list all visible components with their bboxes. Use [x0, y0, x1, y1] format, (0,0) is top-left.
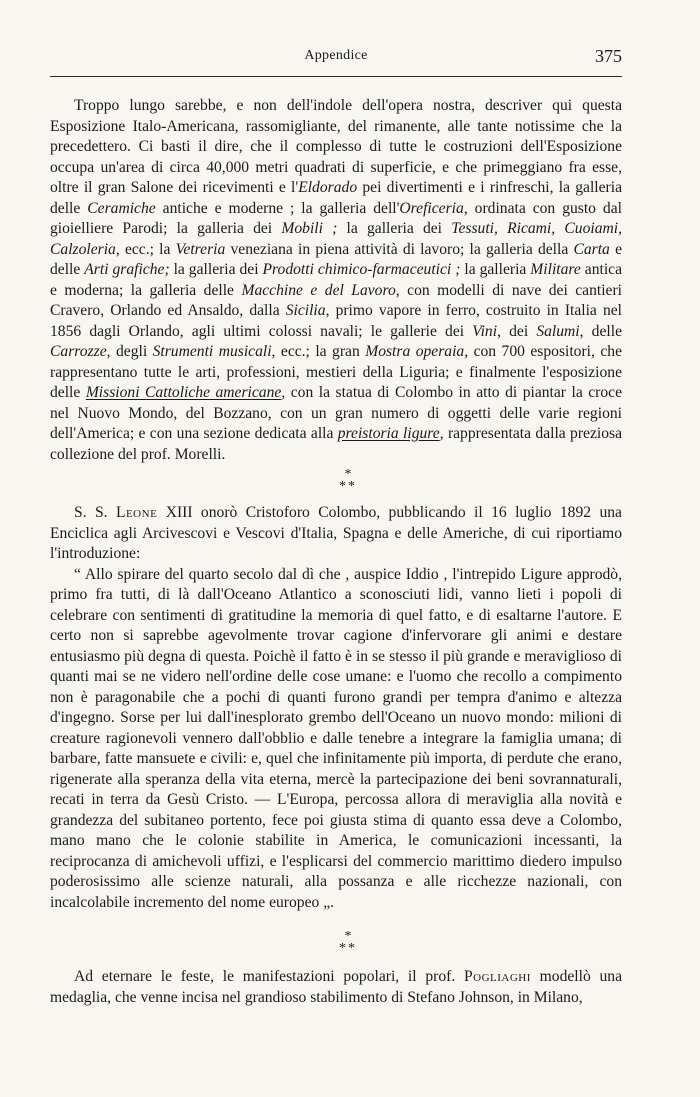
- text-run: “ Allo spirare del quarto secolo dal dì che , auspice Iddio , l'intrepido Ligure approdò, primo fra tutti, di là dall'Oceano Atlantico a sconosciuti lidi, vanno lieti i popoli di celebrare con sentimenti di gratitudine la memoria di quel fatto, e di esaltarne l'autore. E certo non si saprebbe agevolmente trovar cagione d'infervorare gli animi e destare entusiasmo più degna di questa. Poichè il fatto è in se stesso il più grande e meraviglioso di quanti mai se ne videro nell'ordine delle cose umane: e l'uomo che recollo a compimento non è paragonabile che a pochi di quanti furono grandi per tempra d'animo e altezza d'ingegno. Sorse per lui dall'inesplorato grembo dell'Oceano un nuovo mondo: milioni di creature ragionevoli vennero dall'obblio e dalle tenebre a integrare la famiglia umana; di barbare, fatte mansuete e civili: e, quel che infinitamente più importa, di perdute che erano, rigenerate alla speranza della vita eterna, mercè la partecipazione dei beni sovrannaturali, recati in terra da Gesù Cristo. — L'Europa, percossa allora di meraviglia alla novità e grandezza del subitaneo portento, fece poi giusta stima di quanto essa deve a Colombo, mano mano che le colonie stabilite in America, le comunicazioni incessanti, la reciprocanza di amichevoli uffizi, e l'esplicarsi del commercio marittimo diedero impulso poderosissimo alle scienze naturali, alla possanza e alle ricchezze nazionali, con incalcolabile incremento del nome europeo „.: [50, 565, 622, 911]
- text-run: modellò una medaglia, che venne incisa nel grandioso stabilimento di Stefano Johnson, in Milano,: [50, 968, 623, 1006]
- text-run: , con 700 espositori, che rappresentano tutte le arti, professioni, mestieri della Liguria; e finalmente l'esposizione delle: [50, 343, 622, 401]
- emphasized-text: preistoria ligure: [337, 425, 440, 442]
- text-run: veneziana in piena attività di lavoro; la galleria della: [225, 240, 574, 258]
- emphasized-text: Ceramiche: [87, 199, 156, 217]
- emphasized-text: Macchine e del Lavoro: [241, 281, 396, 299]
- asterism-bottom: **: [339, 479, 357, 494]
- text-run: , dei: [497, 322, 537, 340]
- text-run: , ordinata con gusto dal gioielliere Parodi; la galleria dei: [50, 199, 622, 237]
- paragraph-medal: [50, 967, 622, 1008]
- emphasized-text: Strumenti musicali: [152, 343, 272, 360]
- text-run: la galleria dei: [169, 261, 263, 278]
- text-run: pei divertimenti e i rinfreschi, la galleria delle: [50, 179, 622, 217]
- asterism-divider: [50, 469, 622, 493]
- text-run: , rappresentata dalla preziosa collezione del prof. Morelli.: [50, 425, 622, 463]
- emphasized-text: Leone: [115, 504, 158, 521]
- text-run: e delle: [50, 240, 622, 278]
- text-run: ecc.; la: [119, 240, 176, 258]
- text-run: , con modelli di nave dei cantieri Cravero, Orlando ed Ansaldo, dalla: [50, 281, 622, 319]
- emphasized-text: Mobili ;: [281, 220, 338, 237]
- emphasized-text: Mostra operaia: [365, 343, 465, 360]
- emphasized-text: Carrozze: [50, 343, 107, 360]
- emphasized-text: Vini: [472, 322, 498, 340]
- emphasized-text: Carta: [573, 240, 610, 258]
- emphasized-text: Oreficeria: [399, 199, 464, 217]
- paragraph-exposition: [50, 96, 622, 465]
- text-run: , delle: [579, 322, 622, 340]
- text-run: la galleria dei: [337, 220, 452, 237]
- page-number: 375: [595, 46, 622, 66]
- emphasized-text: Tessuti, Ricami, Cuoiami, Calzoleria,: [50, 220, 622, 258]
- emphasized-text: Prodotti chimico-farmaceutici ;: [262, 261, 461, 278]
- text-run: antiche e moderne ; la galleria dell': [155, 199, 400, 217]
- asterism-bottom: **: [339, 941, 357, 956]
- emphasized-text: Vetreria: [175, 240, 226, 258]
- emphasized-text: Militare: [530, 261, 581, 278]
- paragraph-encyclical-quote: [50, 565, 622, 914]
- text-run: , primo vapore in ferro, costruito in Italia nel 1856 dagli Orlando, agli ultimi colossi navali; le gallerie dei: [50, 302, 622, 340]
- emphasized-text: Eldorado: [298, 179, 358, 196]
- asterism-top: *: [344, 929, 352, 944]
- paragraph-encyclical-intro: [50, 503, 622, 565]
- text-run: , con la statua di Colombo in atto di piantar la croce nel Nuovo Mondo, del Bozzano, con un gran numero di oggetti delle varie regioni dell'America; e con una sezione dedicata alla: [50, 384, 623, 442]
- text-run: XIII onorò Cristoforo Colombo, pubblicando il 16 luglio 1892 una Enciclica agli Arcivescovi e Vescovi d'Italia, Spagna e delle Americhe, di cui riportiamo l'introduzione:: [50, 504, 622, 562]
- emphasized-text: Arti grafiche;: [84, 261, 170, 278]
- asterism-divider: [50, 931, 622, 955]
- page-body: [50, 96, 622, 1008]
- emphasized-text: Missioni Cattoliche americane: [85, 384, 282, 401]
- text-run: Ad eternare le feste, le manifestazioni popolari, il prof.: [74, 968, 464, 985]
- text-run: , ecc.; la gran: [271, 343, 366, 360]
- text-run: S. S.: [74, 504, 116, 521]
- asterism-top: *: [344, 467, 352, 482]
- text-run: , degli: [106, 343, 153, 360]
- text-run: Troppo lungo sarebbe, e non dell'indole dell'opera nostra, descriver qui questa Esposizione Italo-Americana, rassomigliante, del rimanente, alle tante notissime che la precedettero. Ci basti il dire, che il complesso di tutte le costruzioni dell'Esposizione occupa un'area di circa 40,000 metri quadrati di superficie, e che primeggiano fra esse, oltre il gran Salone dei ricevimenti e l': [50, 97, 622, 196]
- running-head: [50, 46, 622, 68]
- text-run: antica e moderna; la galleria delle: [50, 261, 623, 299]
- emphasized-text: Sicilia: [285, 302, 326, 319]
- emphasized-text: Salumi: [536, 322, 580, 340]
- text-run: la galleria: [460, 261, 531, 278]
- header-rule: [50, 76, 622, 77]
- emphasized-text: Pogliaghi: [463, 968, 531, 985]
- running-title: Appendice: [304, 48, 368, 63]
